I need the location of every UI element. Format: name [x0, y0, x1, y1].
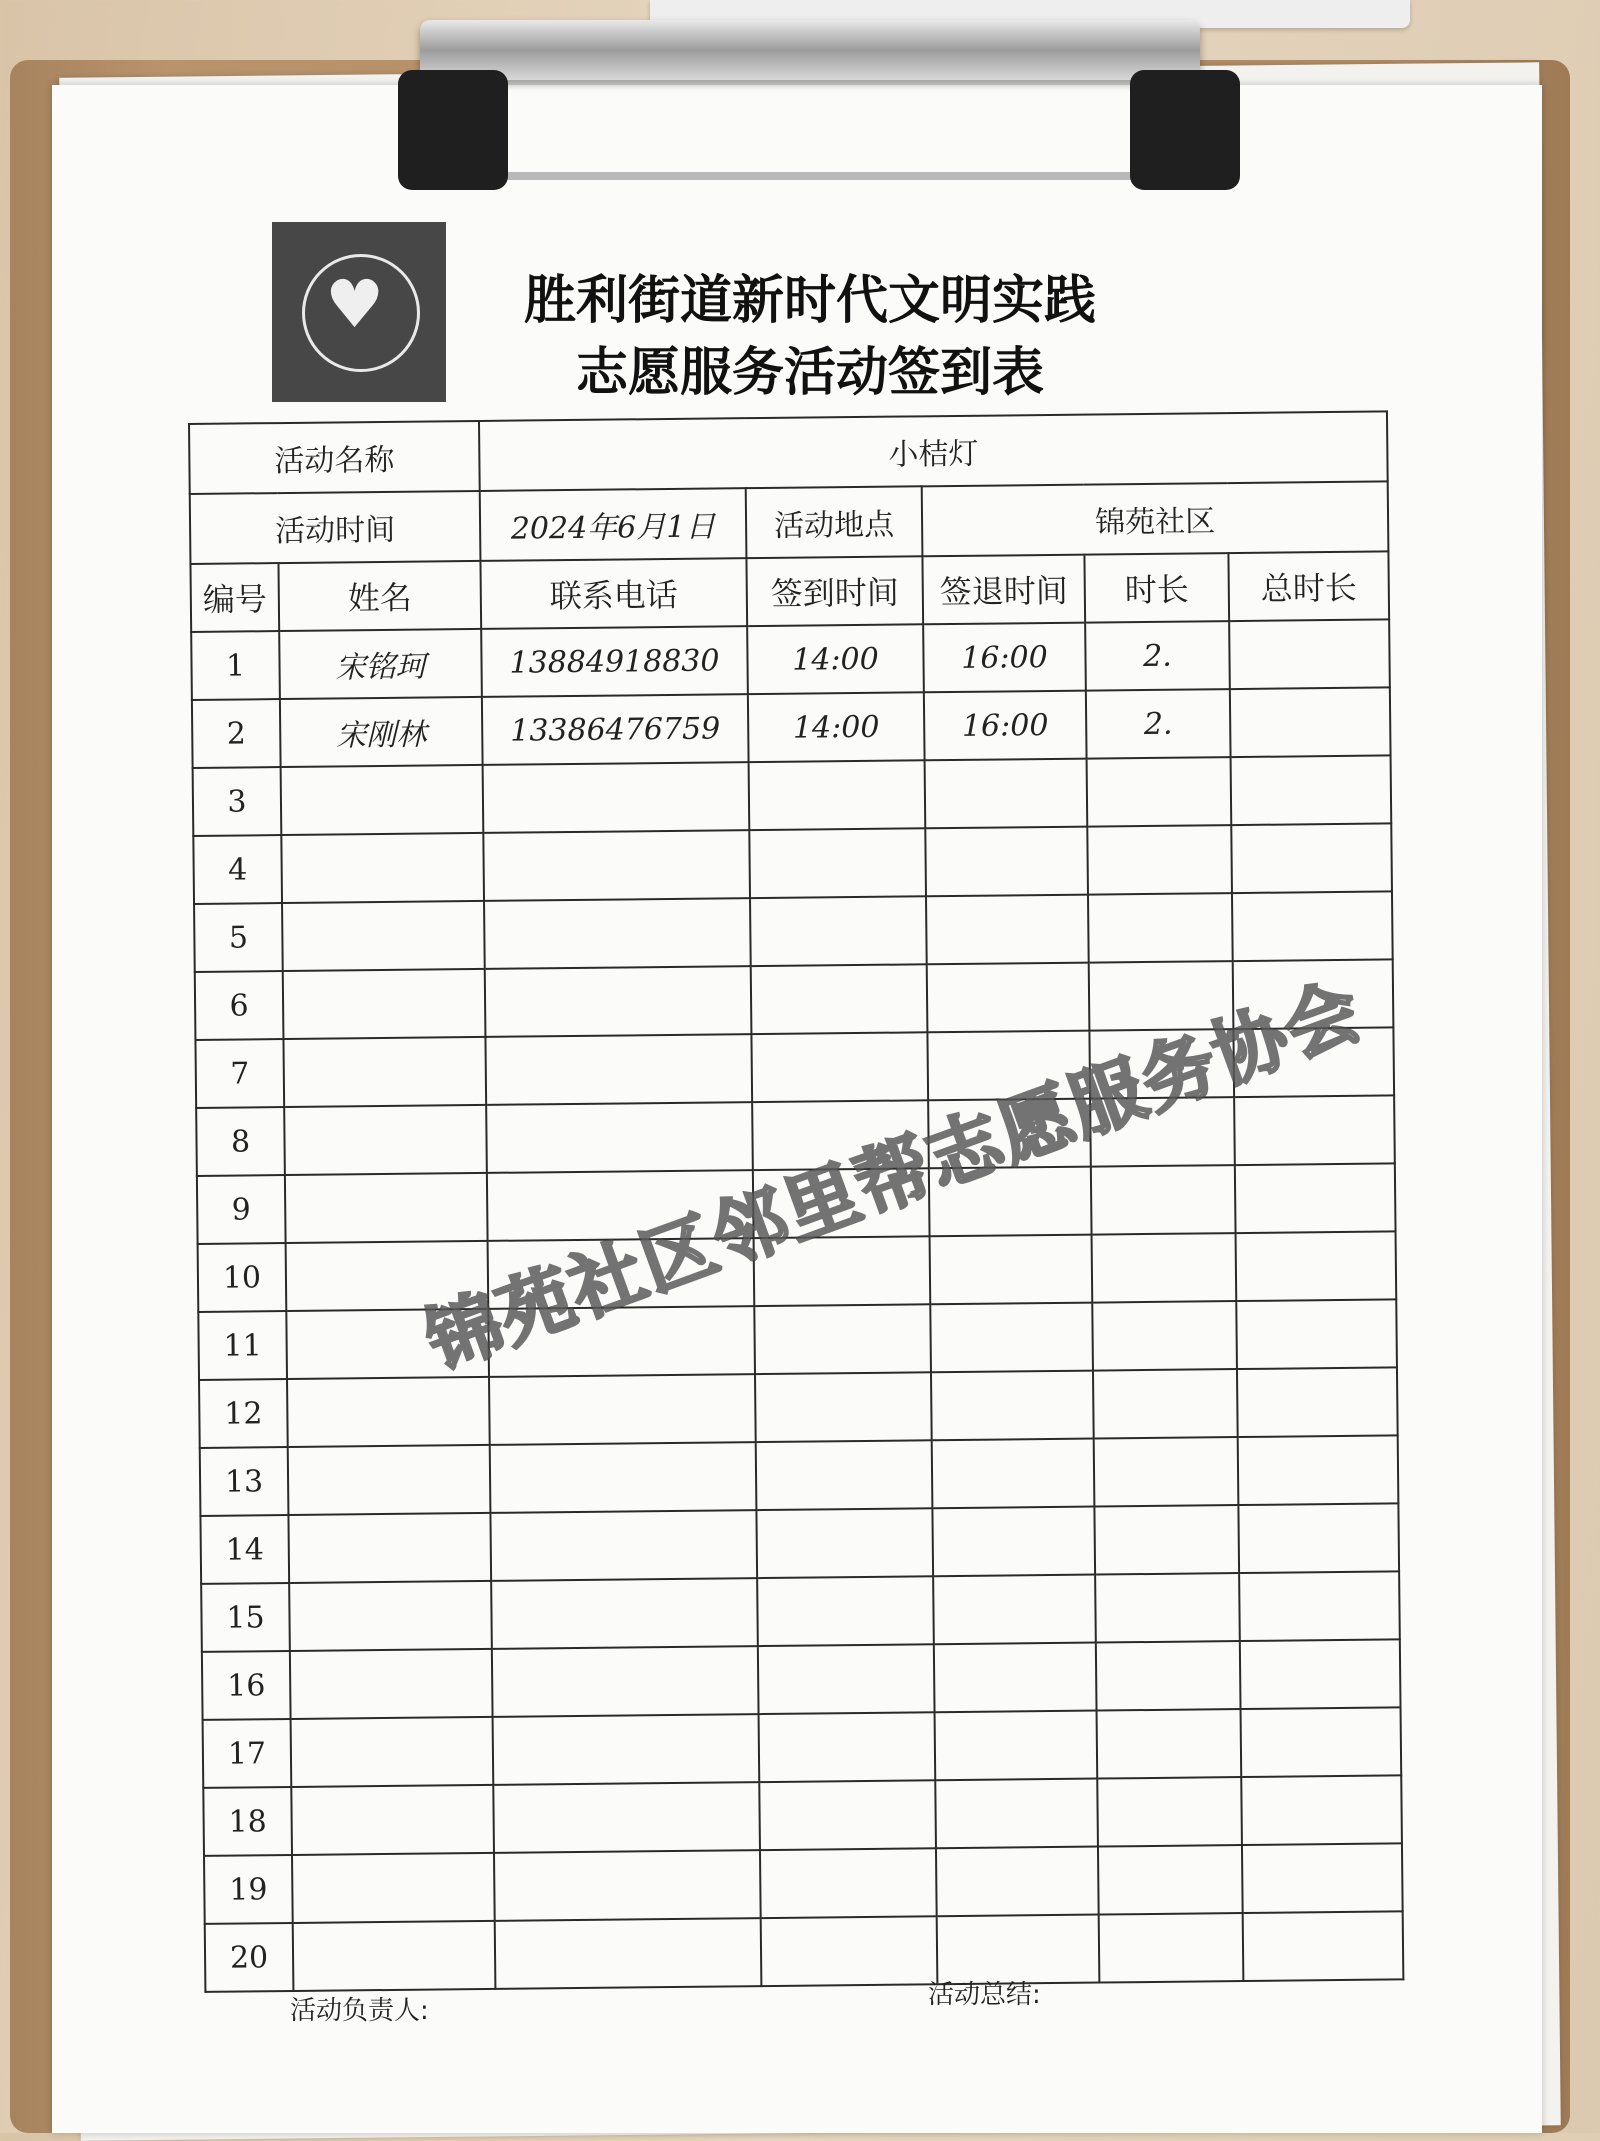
sign-out-time-cell[interactable] [934, 1643, 1097, 1713]
sign-out-time-cell[interactable] [932, 1439, 1095, 1509]
phone-number-cell[interactable] [485, 1034, 752, 1105]
association-stamp: 锦苑社区邻里帮志愿服务协会 [415, 967, 1374, 1386]
phone-number-cell[interactable] [485, 966, 752, 1037]
duration-cell[interactable] [1088, 893, 1233, 963]
total-duration-cell[interactable] [1237, 1367, 1398, 1437]
table-row [202, 1639, 1401, 1720]
phone-number-cell[interactable] [492, 1646, 759, 1717]
row-number-cell: 11 [198, 1311, 287, 1380]
table-row [205, 1911, 1404, 1992]
table-row [203, 1775, 1402, 1856]
sign-in-time-cell[interactable] [751, 964, 928, 1034]
sign-in-time-cell[interactable]: 14:00 [747, 624, 924, 694]
header-hours: 时长 [1084, 553, 1229, 623]
phone-number-cell[interactable] [483, 762, 750, 833]
phone-number-cell[interactable]: 13386476759 [482, 694, 749, 765]
sign-in-time-cell[interactable] [749, 828, 926, 898]
sign-out-time-cell[interactable] [930, 1235, 1093, 1305]
phone-number-cell[interactable] [495, 1918, 762, 1989]
row-number-cell: 8 [196, 1107, 285, 1176]
total-duration-cell[interactable] [1229, 619, 1390, 689]
duration-cell[interactable] [1087, 825, 1232, 895]
total-duration-cell[interactable] [1243, 1911, 1404, 1981]
row-number-cell: 9 [197, 1175, 286, 1244]
sign-out-time-cell[interactable] [936, 1847, 1099, 1917]
activity-place-label: 活动地点 [746, 486, 923, 558]
phone-number-cell[interactable] [490, 1442, 757, 1513]
total-duration-cell[interactable] [1238, 1435, 1399, 1505]
association-logo [272, 222, 446, 402]
sign-in-time-cell[interactable]: 14:00 [748, 692, 925, 762]
duration-cell[interactable] [1092, 1301, 1237, 1371]
table-row [193, 823, 1392, 904]
total-duration-cell[interactable] [1234, 1095, 1395, 1165]
sign-out-time-cell[interactable] [925, 759, 1088, 829]
duration-cell[interactable]: 2. [1086, 689, 1231, 759]
volunteer-name-cell[interactable] [287, 1377, 490, 1447]
sign-out-time-cell[interactable] [935, 1711, 1098, 1781]
header-sign-out: 签退时间 [922, 555, 1085, 625]
phone-number-cell[interactable] [489, 1374, 756, 1445]
page-subtitle: 志愿服务活动签到表 [575, 343, 1044, 403]
sign-out-time-cell[interactable]: 16:00 [924, 691, 1087, 761]
row-number-cell: 19 [204, 1855, 293, 1924]
sign-out-time-cell[interactable] [925, 827, 1088, 897]
volunteer-name-cell[interactable] [291, 1785, 494, 1855]
header-phone: 联系电话 [480, 558, 747, 629]
heart-hands-icon: ♥ [325, 266, 385, 343]
table-row [201, 1571, 1400, 1652]
clamp-wire [450, 80, 1180, 180]
total-duration-cell[interactable] [1231, 823, 1392, 893]
phone-number-cell[interactable] [484, 898, 751, 969]
duration-cell[interactable] [1097, 1709, 1242, 1779]
duration-cell[interactable] [1096, 1641, 1241, 1711]
header-name: 姓名 [278, 561, 481, 631]
volunteer-name-cell[interactable] [288, 1445, 491, 1515]
row-number-cell: 20 [205, 1923, 294, 1992]
page-title: 胜利街道新时代文明实践 [523, 271, 1096, 331]
total-duration-cell[interactable] [1241, 1707, 1402, 1777]
row-number-cell: 3 [193, 767, 282, 836]
row-number-cell: 10 [198, 1243, 287, 1312]
sign-in-time-cell[interactable] [760, 1848, 937, 1918]
sign-out-time-cell[interactable] [931, 1371, 1094, 1441]
table-row [204, 1843, 1403, 1924]
row-number-cell: 18 [203, 1787, 292, 1856]
row-number-cell: 16 [202, 1651, 291, 1720]
sign-out-time-cell[interactable] [926, 895, 1089, 965]
sign-in-time-cell[interactable] [756, 1440, 933, 1510]
row-number-cell: 15 [201, 1583, 290, 1652]
sign-in-time-cell[interactable] [756, 1508, 933, 1578]
sign-in-time-cell[interactable] [755, 1372, 932, 1442]
phone-number-cell[interactable] [486, 1102, 753, 1173]
duration-cell[interactable]: 2. [1085, 621, 1230, 691]
sign-out-time-cell[interactable]: 16:00 [923, 623, 1086, 693]
total-duration-cell[interactable] [1230, 687, 1391, 757]
duration-cell[interactable] [1094, 1505, 1239, 1575]
table-row [198, 1299, 1397, 1380]
activity-name-row [189, 411, 1388, 494]
duration-cell[interactable] [1097, 1777, 1242, 1847]
duration-cell[interactable] [1087, 757, 1232, 827]
sign-out-time-cell[interactable] [933, 1575, 1096, 1645]
duration-cell[interactable] [1098, 1845, 1243, 1915]
row-number-cell: 4 [193, 835, 282, 904]
phone-number-cell[interactable] [494, 1850, 761, 1921]
row-number-cell: 13 [200, 1447, 289, 1516]
row-number-cell: 5 [194, 903, 283, 972]
total-duration-cell[interactable] [1241, 1775, 1402, 1845]
activity-time-value[interactable]: 2024年6月1日 [480, 488, 747, 561]
header-no: 编号 [190, 563, 279, 632]
volunteer-name-cell[interactable] [293, 1921, 496, 1991]
header-total-hours: 总时长 [1228, 551, 1389, 621]
sign-out-time-cell[interactable] [932, 1507, 1095, 1577]
activity-time-row [190, 481, 1389, 564]
duration-cell[interactable] [1094, 1437, 1239, 1507]
row-number-cell: 7 [195, 1039, 284, 1108]
total-duration-cell[interactable] [1238, 1503, 1399, 1573]
table-row [199, 1367, 1398, 1448]
duration-cell[interactable] [1092, 1233, 1237, 1303]
row-number-cell: 1 [191, 631, 280, 700]
volunteer-name-cell[interactable]: 宋刚林 [280, 697, 483, 767]
total-duration-cell[interactable] [1242, 1843, 1403, 1913]
duration-cell[interactable] [1093, 1369, 1238, 1439]
sign-in-time-cell[interactable] [758, 1644, 935, 1714]
sign-out-time-cell[interactable] [930, 1303, 1093, 1373]
activity-name-label: 活动名称 [189, 421, 480, 494]
sign-in-time-cell[interactable] [750, 896, 927, 966]
volunteer-name-cell[interactable]: 宋铭珂 [279, 629, 482, 699]
total-duration-cell[interactable] [1236, 1231, 1397, 1301]
phone-number-cell[interactable] [493, 1714, 760, 1785]
total-duration-cell[interactable] [1231, 755, 1392, 825]
table-row [200, 1435, 1399, 1516]
row-number-cell: 14 [200, 1515, 289, 1584]
table-row [191, 619, 1390, 700]
table-row [192, 687, 1391, 768]
phone-number-cell[interactable] [483, 830, 750, 901]
sign-out-time-cell[interactable] [927, 963, 1090, 1033]
clamp-left-cap [398, 70, 508, 190]
duration-cell[interactable] [1091, 1165, 1236, 1235]
table-row [194, 891, 1393, 972]
duration-cell[interactable] [1095, 1573, 1240, 1643]
volunteer-name-cell[interactable] [291, 1717, 494, 1787]
volunteer-name-cell[interactable] [283, 969, 486, 1039]
sign-in-time-cell[interactable] [759, 1712, 936, 1782]
sign-out-time-cell[interactable] [935, 1779, 1098, 1849]
phone-number-cell[interactable] [490, 1510, 757, 1581]
table-row [203, 1707, 1402, 1788]
sign-in-time-cell[interactable] [754, 1304, 931, 1374]
table-row [200, 1503, 1399, 1584]
phone-number-cell[interactable] [491, 1578, 758, 1649]
volunteer-name-cell[interactable] [283, 1037, 486, 1107]
clipboard-clamp [420, 20, 1200, 80]
volunteer-name-cell[interactable] [282, 901, 485, 971]
activity-name-value[interactable]: 小桔灯 [479, 411, 1388, 491]
clamp-right-cap [1130, 70, 1240, 190]
total-duration-cell[interactable] [1240, 1639, 1401, 1709]
duration-cell[interactable] [1099, 1913, 1244, 1983]
total-duration-cell[interactable] [1236, 1299, 1397, 1369]
table-row [193, 755, 1392, 836]
row-number-cell: 2 [192, 699, 281, 768]
activity-time-label: 活动时间 [190, 491, 481, 564]
total-duration-cell[interactable] [1239, 1571, 1400, 1641]
header-sign-in: 签到时间 [746, 556, 923, 626]
sign-in-time-cell[interactable] [749, 760, 926, 830]
sign-in-time-cell[interactable] [751, 1032, 928, 1102]
total-duration-cell[interactable] [1232, 891, 1393, 961]
volunteer-name-cell[interactable] [281, 765, 484, 835]
phone-number-cell[interactable] [493, 1782, 760, 1853]
sign-in-time-cell[interactable] [761, 1916, 938, 1986]
table-header-row [190, 551, 1389, 632]
activity-place-value[interactable]: 锦苑社区 [922, 481, 1389, 556]
volunteer-name-cell[interactable] [285, 1173, 488, 1243]
volunteer-name-cell[interactable] [290, 1649, 493, 1719]
volunteer-name-cell[interactable] [288, 1513, 491, 1583]
sign-in-time-cell[interactable] [757, 1576, 934, 1646]
row-number-cell: 6 [195, 971, 284, 1040]
row-number-cell: 17 [203, 1719, 292, 1788]
volunteer-name-cell[interactable] [281, 833, 484, 903]
row-number-cell: 12 [199, 1379, 288, 1448]
total-duration-cell[interactable] [1235, 1163, 1396, 1233]
volunteer-name-cell[interactable] [284, 1105, 487, 1175]
sign-in-time-cell[interactable] [759, 1780, 936, 1850]
phone-number-cell[interactable]: 13884918830 [481, 626, 748, 697]
leader-label: 活动负责人: [290, 1996, 429, 2026]
volunteer-name-cell[interactable] [289, 1581, 492, 1651]
volunteer-name-cell[interactable] [292, 1853, 495, 1923]
summary-label: 活动总结: [928, 1980, 1041, 2010]
